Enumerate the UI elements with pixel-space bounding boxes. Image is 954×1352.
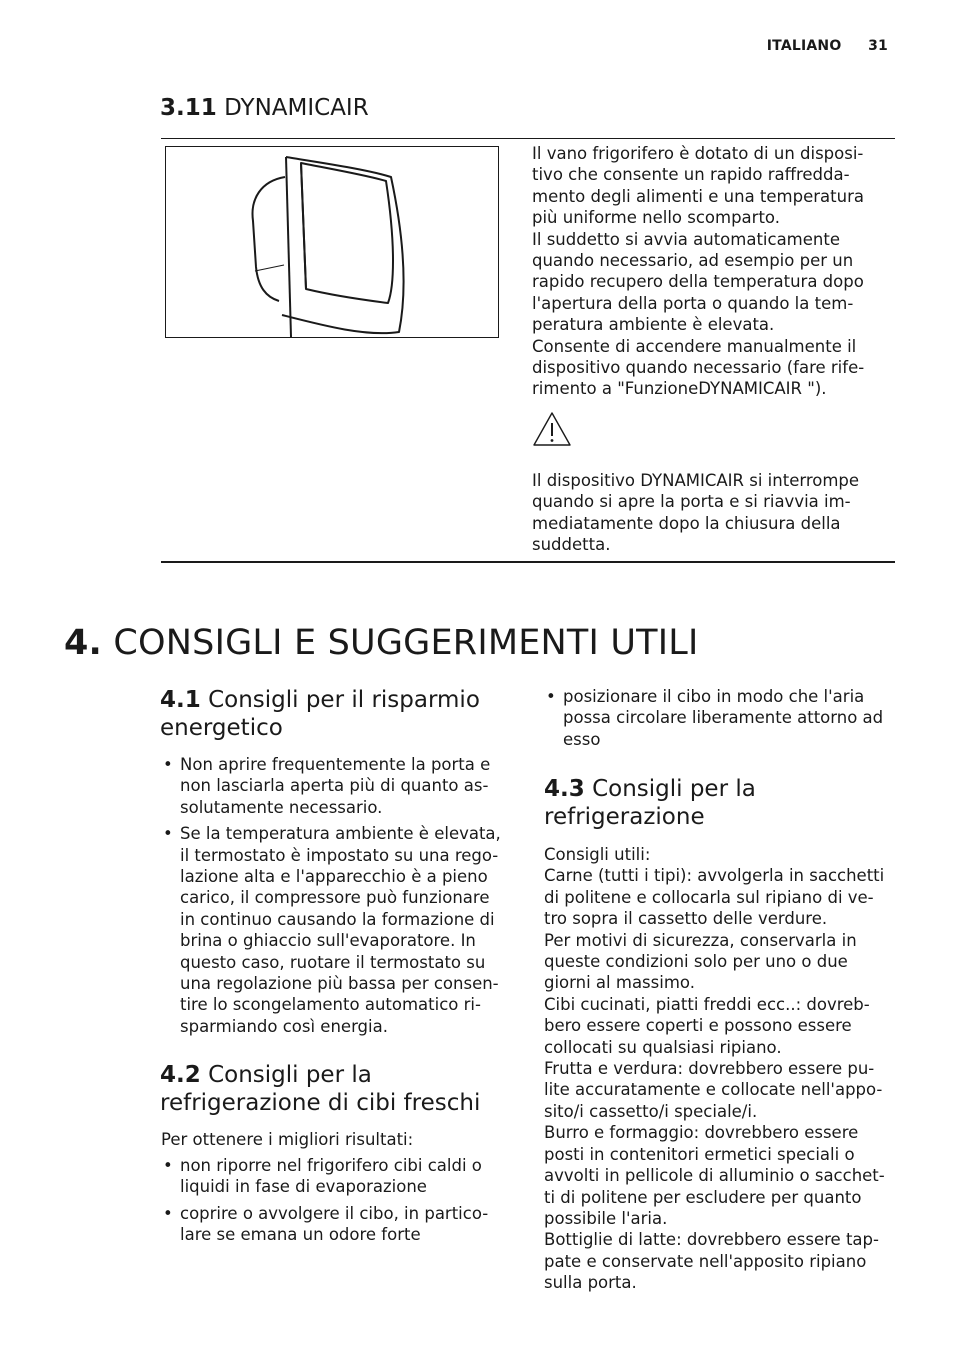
text-line: suddetta. bbox=[532, 535, 611, 555]
text-line: questo caso, ruotare il termostato su bbox=[180, 952, 486, 972]
text-line: Consente di accendere manualmente il bbox=[532, 336, 857, 356]
text-line: avvolti in pellicole di alluminio o sacchet- bbox=[544, 1166, 885, 1186]
table-bottom-rule bbox=[161, 561, 895, 563]
text-line: tro sopra il cassetto delle verdure. bbox=[544, 909, 828, 929]
text-line: • posizionare il cibo in modo che l'aria bbox=[563, 687, 865, 706]
chapter-4-heading bbox=[64, 623, 699, 663]
section-title: Consigli per la refrigerazione di cibi freschi bbox=[160, 1062, 481, 1116]
text-line: Frutta e verdura: dovrebbero essere pu- bbox=[544, 1059, 875, 1079]
text-line: tire lo scongelamento automatico ri- bbox=[180, 995, 481, 1015]
dynamicair-illustration bbox=[165, 146, 499, 338]
table-top-rule bbox=[161, 138, 895, 139]
fresh-food-tips-list-continued bbox=[544, 686, 899, 755]
section-4-1-heading bbox=[160, 686, 520, 742]
section-number: 4.1 bbox=[160, 687, 201, 713]
dynamicair-device-drawing bbox=[166, 147, 498, 337]
text-line: Carne (tutti i tipi): avvolgerla in sacchetti bbox=[544, 866, 885, 886]
text-line: carico, il compressore può funzionare bbox=[180, 888, 490, 908]
dynamicair-description bbox=[532, 143, 894, 400]
section-4-2-intro: Per ottenere i migliori risultati: bbox=[161, 1130, 414, 1149]
warning-text bbox=[532, 470, 894, 556]
chapter-number: 4. bbox=[64, 623, 103, 663]
text-line: sulla porta. bbox=[544, 1273, 637, 1293]
section-title: DYNAMICAIR bbox=[224, 95, 369, 121]
text-line: • non riporre nel frigorifero cibi caldi o bbox=[180, 1156, 482, 1175]
fresh-food-tips-list bbox=[161, 1155, 511, 1251]
page-number: 31 bbox=[868, 38, 888, 54]
text-line: peratura ambiente è elevata. bbox=[532, 315, 775, 335]
text-line: solutamente necessario. bbox=[180, 797, 383, 817]
list-item bbox=[161, 1203, 511, 1246]
text-line: • Se la temperatura ambiente è elevata, bbox=[180, 824, 501, 844]
text-line: una regolazione più bassa per consen- bbox=[180, 974, 499, 994]
text-line: di politene e collocarla sul ripiano di ve- bbox=[544, 887, 874, 907]
text-line: Consigli utili: bbox=[544, 845, 651, 864]
list-item bbox=[544, 686, 899, 750]
list-item bbox=[161, 754, 511, 818]
text-line: queste condizioni solo per uno o due bbox=[544, 952, 848, 972]
text-line: bero essere coperti e possono essere bbox=[544, 1016, 852, 1036]
chapter-title: CONSIGLI E SUGGERIMENTI UTILI bbox=[113, 623, 699, 663]
text-line: mento degli alimenti e una temperatura bbox=[532, 186, 864, 206]
section-3-11-heading bbox=[160, 95, 369, 121]
text-line: lite accuratamente e collocate nell'appo- bbox=[544, 1080, 883, 1100]
text-line: collocati su qualsiasi ripiano. bbox=[544, 1037, 782, 1057]
text-line: rimento a "FunzioneDYNAMICAIR "). bbox=[532, 379, 827, 399]
text-line: pate e conservate nell'apposito ripiano bbox=[544, 1251, 867, 1271]
section-number: 3.11 bbox=[160, 95, 217, 121]
text-line: Cibi cucinati, piatti freddi ecc..: dovreb- bbox=[544, 994, 870, 1014]
text-line: non lasciarla aperta più di quanto as- bbox=[180, 776, 489, 796]
section-title: Consigli per il risparmio energetico bbox=[160, 687, 480, 741]
warning-triangle-icon bbox=[532, 411, 572, 451]
text-line: posti in contenitori ermetici speciali o bbox=[544, 1144, 855, 1164]
text-line: possa circolare liberamente attorno ad bbox=[563, 708, 884, 728]
list-item bbox=[161, 823, 511, 1037]
text-line: lazione alta e l'apparecchio è a pieno bbox=[180, 867, 488, 887]
refrigeration-tips-text bbox=[544, 844, 896, 1294]
text-line: Il vano frigorifero è dotato di un disposi- bbox=[532, 144, 864, 163]
text-line: possibile l'aria. bbox=[544, 1208, 668, 1228]
section-number: 4.3 bbox=[544, 776, 585, 802]
text-line: Il dispositivo DYNAMICAIR si interrompe bbox=[532, 471, 860, 490]
header-language: ITALIANO bbox=[766, 38, 842, 54]
list-item bbox=[161, 1155, 511, 1198]
text-line: tivo che consente un rapido raffredda- bbox=[532, 165, 850, 185]
text-line: dispositivo quando necessario (fare rife- bbox=[532, 358, 865, 378]
section-title: Consigli per la refrigerazione bbox=[544, 776, 756, 830]
text-line: sparmiando così energia. bbox=[180, 1016, 388, 1036]
text-line: mediatamente dopo la chiusura della bbox=[532, 513, 841, 533]
text-line: quando si apre la porta e si riavvia im- bbox=[532, 492, 851, 512]
text-line: sito/i cassetto/i speciale/i. bbox=[544, 1101, 758, 1121]
text-line: più uniforme nello scomparto. bbox=[532, 208, 780, 228]
page-header bbox=[767, 38, 888, 54]
text-line: lare se emana un odore forte bbox=[180, 1225, 421, 1245]
text-line: liquidi in fase di evaporazione bbox=[180, 1177, 427, 1197]
text-line: in continuo causando la formazione di bbox=[180, 909, 495, 929]
text-line: • Non aprire frequentemente la porta e bbox=[180, 755, 491, 774]
energy-saving-tips-list bbox=[161, 754, 511, 1042]
text-line: giorni al massimo. bbox=[544, 973, 695, 993]
text-line: Il suddetto si avvia automaticamente bbox=[532, 229, 840, 249]
text-line: l'apertura della porta o quando la tem- bbox=[532, 293, 854, 313]
text-line: Bottiglie di latte: dovrebbero essere tap- bbox=[544, 1230, 879, 1250]
section-4-2-heading bbox=[160, 1061, 520, 1117]
section-4-3-heading bbox=[544, 775, 894, 831]
text-line: quando necessario, ad esempio per un bbox=[532, 251, 854, 271]
text-line: Per motivi di sicurezza, conservarla in bbox=[544, 930, 857, 950]
text-line: brina o ghiaccio sull'evaporatore. In bbox=[180, 931, 476, 951]
text-line: Burro e formaggio: dovrebbero essere bbox=[544, 1123, 859, 1143]
text-line: esso bbox=[563, 729, 601, 749]
text-line: rapido recupero della temperatura dopo bbox=[532, 272, 864, 292]
text-line: il termostato è impostato su una rego- bbox=[180, 845, 499, 865]
text-line: ti di politene per escludere per quanto bbox=[544, 1187, 862, 1207]
text-line: • coprire o avvolgere il cibo, in partico- bbox=[180, 1203, 489, 1223]
section-number: 4.2 bbox=[160, 1062, 201, 1088]
